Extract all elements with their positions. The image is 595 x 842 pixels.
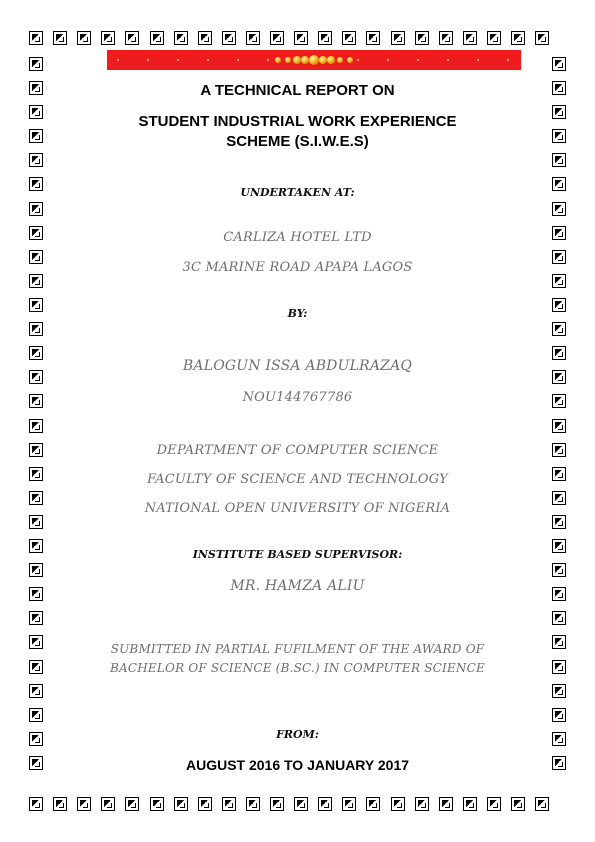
square-triangle-pattern-icon (150, 797, 164, 811)
report-title-line-1: A TECHNICAL REPORT ON (200, 82, 395, 99)
square-triangle-pattern-icon (552, 660, 566, 674)
square-triangle-pattern-icon (29, 346, 43, 360)
square-triangle-pattern-icon (391, 797, 405, 811)
square-triangle-pattern-icon (29, 563, 43, 577)
square-triangle-pattern-icon (552, 81, 566, 95)
square-triangle-pattern-icon (552, 419, 566, 433)
square-triangle-pattern-icon (101, 797, 115, 811)
square-triangle-pattern-icon (552, 732, 566, 746)
square-triangle-pattern-icon (366, 797, 380, 811)
square-triangle-pattern-icon (174, 31, 188, 45)
square-triangle-pattern-icon (246, 31, 260, 45)
student-id: NOU144767786 (242, 390, 353, 405)
banner-dot (267, 59, 269, 61)
square-triangle-pattern-icon (29, 660, 43, 674)
square-triangle-pattern-icon (552, 708, 566, 722)
square-triangle-pattern-icon (535, 797, 549, 811)
square-triangle-pattern-icon (552, 443, 566, 457)
square-triangle-pattern-icon (101, 31, 115, 45)
square-triangle-pattern-icon (342, 797, 356, 811)
banner-dot (177, 59, 179, 61)
gold-bead-ornament-icon (285, 57, 291, 63)
square-triangle-pattern-icon (246, 797, 260, 811)
square-triangle-pattern-icon (29, 250, 43, 264)
square-triangle-pattern-icon (294, 31, 308, 45)
square-triangle-pattern-icon (366, 31, 380, 45)
faculty: FACULTY OF SCIENCE AND TECHNOLOGY (147, 472, 448, 487)
square-triangle-pattern-icon (463, 797, 477, 811)
square-triangle-pattern-icon (29, 635, 43, 649)
gold-bead-ornament-icon (319, 56, 327, 64)
square-triangle-pattern-icon (77, 797, 91, 811)
square-triangle-pattern-icon (125, 797, 139, 811)
banner-dot (507, 59, 509, 61)
red-banner-ornament (107, 50, 521, 70)
square-triangle-pattern-icon (552, 394, 566, 408)
banner-dot (357, 59, 359, 61)
square-triangle-pattern-icon (222, 31, 236, 45)
square-triangle-pattern-icon (53, 797, 67, 811)
square-triangle-pattern-icon (150, 31, 164, 45)
square-triangle-pattern-icon (552, 250, 566, 264)
square-triangle-pattern-icon (29, 202, 43, 216)
square-triangle-pattern-icon (29, 81, 43, 95)
banner-dot (147, 59, 149, 61)
square-triangle-pattern-icon (439, 31, 453, 45)
square-triangle-pattern-icon (415, 797, 429, 811)
university: NATIONAL OPEN UNIVERSITY OF NIGERIA (144, 501, 451, 516)
gold-bead-ornament-icon (337, 57, 343, 63)
square-triangle-pattern-icon (198, 31, 212, 45)
square-triangle-pattern-icon (552, 153, 566, 167)
supervisor-name: MR. HAMZA ALIU (230, 578, 365, 594)
company-address: 3C MARINE ROAD APAPA LAGOS (182, 260, 413, 275)
square-triangle-pattern-icon (318, 797, 332, 811)
square-triangle-pattern-icon (29, 611, 43, 625)
square-triangle-pattern-icon (552, 515, 566, 529)
square-triangle-pattern-icon (53, 31, 67, 45)
supervisor-label: INSTITUTE BASED SUPERVISOR: (192, 548, 403, 561)
square-triangle-pattern-icon (29, 684, 43, 698)
company-name: CARLIZA HOTEL LTD (223, 230, 372, 245)
square-triangle-pattern-icon (463, 31, 477, 45)
square-triangle-pattern-icon (29, 587, 43, 601)
report-title-line-3: SCHEME (S.I.W.E.S) (226, 133, 369, 150)
square-triangle-pattern-icon (294, 797, 308, 811)
square-triangle-pattern-icon (552, 57, 566, 71)
square-triangle-pattern-icon (342, 31, 356, 45)
square-triangle-pattern-icon (552, 274, 566, 288)
square-triangle-pattern-icon (487, 31, 501, 45)
square-triangle-pattern-icon (29, 129, 43, 143)
square-triangle-pattern-icon (270, 31, 284, 45)
square-triangle-pattern-icon (29, 467, 43, 481)
square-triangle-pattern-icon (391, 31, 405, 45)
square-triangle-pattern-icon (29, 491, 43, 505)
square-triangle-pattern-icon (552, 635, 566, 649)
square-triangle-pattern-icon (198, 797, 212, 811)
square-triangle-pattern-icon (29, 153, 43, 167)
square-triangle-pattern-icon (552, 105, 566, 119)
by-label: BY: (287, 307, 308, 320)
square-triangle-pattern-icon (552, 322, 566, 336)
square-triangle-pattern-icon (29, 298, 43, 312)
square-triangle-pattern-icon (29, 274, 43, 288)
square-triangle-pattern-icon (552, 756, 566, 770)
banner-dot (477, 59, 479, 61)
square-triangle-pattern-icon (552, 370, 566, 384)
square-triangle-pattern-icon (29, 443, 43, 457)
square-triangle-pattern-icon (511, 31, 525, 45)
square-triangle-pattern-icon (222, 797, 236, 811)
submission-statement: SUBMITTED IN PARTIAL FUFILMENT OF THE AWARD OF BACHELOR OF SCIENCE (B.SC.) IN COMPUTER SCIENCE (110, 642, 485, 675)
square-triangle-pattern-icon (77, 31, 91, 45)
square-triangle-pattern-icon (29, 708, 43, 722)
square-triangle-pattern-icon (29, 226, 43, 240)
square-triangle-pattern-icon (29, 756, 43, 770)
square-triangle-pattern-icon (552, 226, 566, 240)
square-triangle-pattern-icon (552, 611, 566, 625)
gold-bead-ornament-icon (347, 57, 353, 63)
square-triangle-pattern-icon (552, 129, 566, 143)
square-triangle-pattern-icon (125, 31, 139, 45)
department: DEPARTMENT OF COMPUTER SCIENCE (156, 443, 439, 458)
square-triangle-pattern-icon (29, 797, 43, 811)
square-triangle-pattern-icon (29, 539, 43, 553)
square-triangle-pattern-icon (552, 298, 566, 312)
banner-dot (417, 59, 419, 61)
square-triangle-pattern-icon (415, 31, 429, 45)
banner-dot (207, 59, 209, 61)
banner-dot (387, 59, 389, 61)
gold-bead-ornament-icon (293, 56, 301, 64)
banner-dot (117, 59, 119, 61)
square-triangle-pattern-icon (511, 797, 525, 811)
square-triangle-pattern-icon (29, 732, 43, 746)
banner-dot (447, 59, 449, 61)
gold-bead-ornament-icon (309, 55, 319, 65)
square-triangle-pattern-icon (535, 31, 549, 45)
square-triangle-pattern-icon (29, 105, 43, 119)
square-triangle-pattern-icon (552, 467, 566, 481)
square-triangle-pattern-icon (29, 419, 43, 433)
undertaken-label: UNDERTAKEN AT: (240, 186, 355, 199)
square-triangle-pattern-icon (552, 684, 566, 698)
square-triangle-pattern-icon (439, 797, 453, 811)
square-triangle-pattern-icon (29, 394, 43, 408)
square-triangle-pattern-icon (552, 177, 566, 191)
square-triangle-pattern-icon (552, 491, 566, 505)
gold-bead-ornament-icon (301, 56, 309, 64)
square-triangle-pattern-icon (318, 31, 332, 45)
square-triangle-pattern-icon (552, 202, 566, 216)
banner-dot (237, 59, 239, 61)
square-triangle-pattern-icon (552, 346, 566, 360)
square-triangle-pattern-icon (487, 797, 501, 811)
square-triangle-pattern-icon (552, 539, 566, 553)
gold-bead-ornament-icon (275, 57, 281, 63)
from-label: FROM: (276, 728, 319, 741)
student-name: BALOGUN ISSA ABDULRAZAQ (182, 358, 413, 374)
square-triangle-pattern-icon (270, 797, 284, 811)
square-triangle-pattern-icon (29, 370, 43, 384)
square-triangle-pattern-icon (174, 797, 188, 811)
gold-bead-ornament-icon (327, 56, 335, 64)
square-triangle-pattern-icon (552, 587, 566, 601)
square-triangle-pattern-icon (29, 322, 43, 336)
report-period: AUGUST 2016 TO JANUARY 2017 (185, 757, 410, 773)
square-triangle-pattern-icon (29, 515, 43, 529)
square-triangle-pattern-icon (29, 31, 43, 45)
square-triangle-pattern-icon (29, 57, 43, 71)
square-triangle-pattern-icon (552, 563, 566, 577)
square-triangle-pattern-icon (29, 177, 43, 191)
report-title-line-2: STUDENT INDUSTRIAL WORK EXPERIENCE (138, 113, 457, 130)
